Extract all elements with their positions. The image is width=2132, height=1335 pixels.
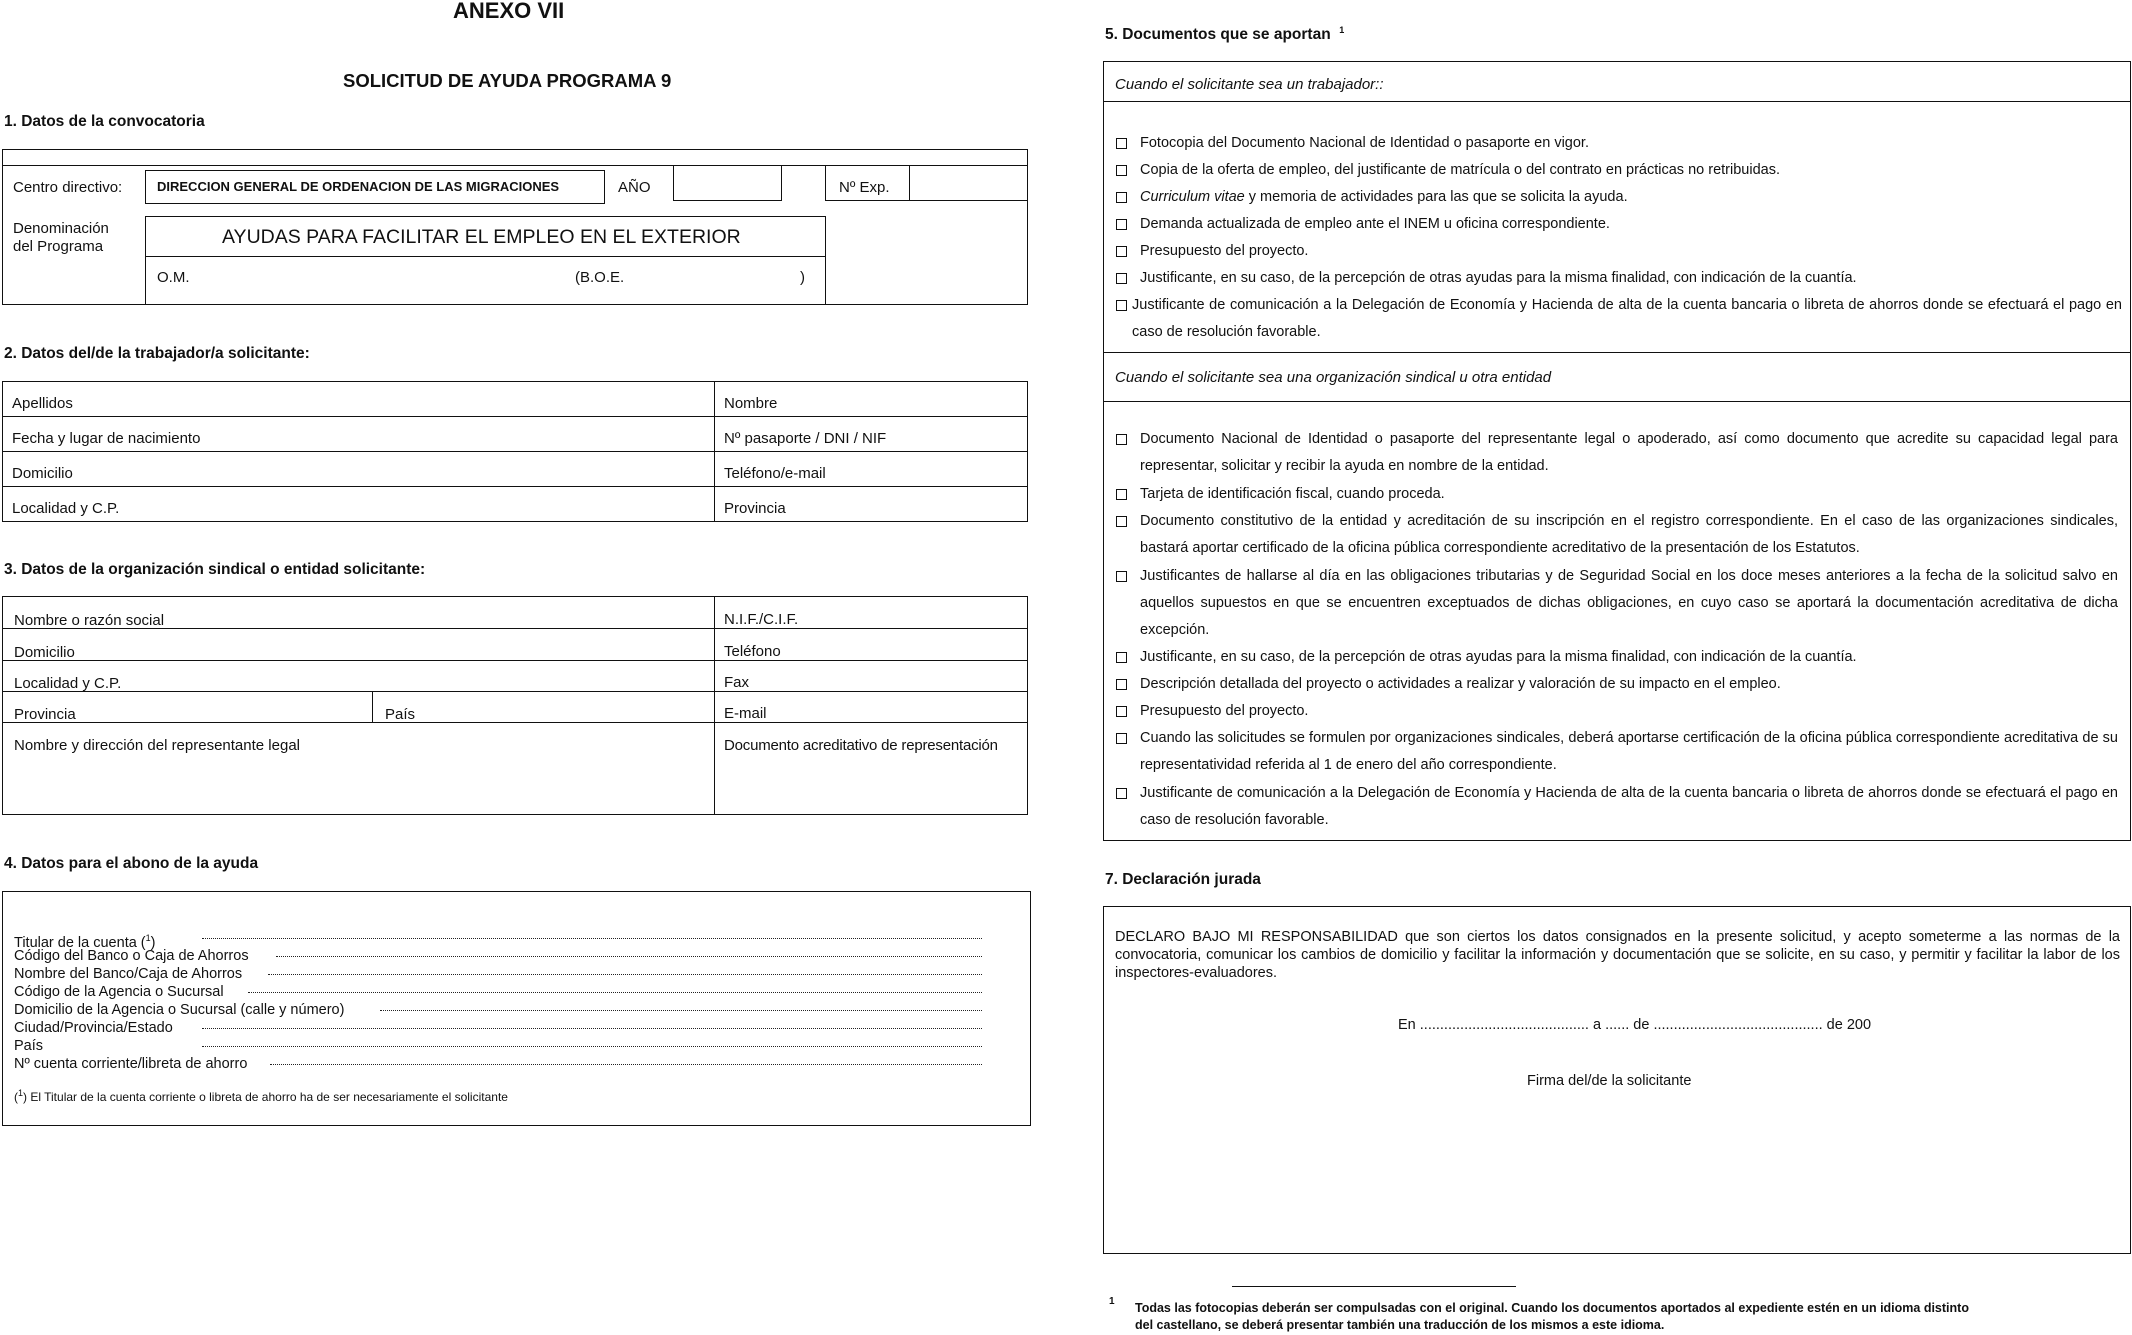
signature-label: Firma del/de la solicitante [1527, 1073, 1692, 1089]
pais-line[interactable] [202, 1034, 982, 1047]
programa-value: AYUDAS PARA FACILITAR EL EMPLEO EN EL EXTERIOR [222, 226, 741, 248]
checkbox-icon [1116, 516, 1127, 527]
checkbox-icon [1116, 138, 1127, 149]
exp-label: Nº Exp. [839, 179, 890, 196]
footnote-marker: 1 [1109, 1296, 1115, 1307]
section-2-title: 2. Datos del/de la trabajador/a solicitante: [4, 345, 310, 362]
section-4-title: 4. Datos para el abono de la ayuda [4, 855, 259, 872]
om-label: O.M. [157, 269, 190, 286]
codigo-banco-label[interactable]: Código del Banco o Caja de Ahorros [14, 948, 249, 964]
apellidos-label[interactable]: Apellidos [12, 395, 73, 412]
footnote-divider [1232, 1286, 1516, 1287]
ano-field[interactable] [673, 165, 782, 201]
ano-label: AÑO [618, 179, 651, 196]
footnote-text: Todas las fotocopias deberán ser compulsadas con el original. Cuando los documentos aportados al expediente estén en un idioma distinto del castellano, se deberá presentar también una traducción de los mismos a este idioma. [1135, 1301, 1969, 1332]
section-5-title: 5. Documentos que se aportan $^1$ [1105, 25, 1345, 44]
checkbox-icon [1116, 300, 1127, 311]
fecha-nacimiento-label[interactable]: Fecha y lugar de nacimiento [12, 430, 201, 447]
nombre-banco-label[interactable]: Nombre del Banco/Caja de Ahorros [14, 966, 243, 982]
place-date-line[interactable]: En .......................................... a ...... de .......................................... de 200 [1398, 1017, 1872, 1033]
checkbox-icon [1116, 165, 1127, 176]
telefono-email-label[interactable]: Teléfono/e-mail [724, 465, 826, 482]
checkbox-icon [1116, 489, 1127, 500]
codigo-banco-line[interactable] [276, 944, 982, 957]
section-7-title: 7. Declaración jurada [1105, 871, 1261, 888]
domicilio-agencia-line[interactable] [380, 998, 982, 1011]
checkbox-icon [1116, 273, 1127, 284]
org-localidad-label[interactable]: Localidad y C.P. [14, 675, 122, 692]
checkbox-icon [1116, 192, 1127, 203]
annex-title: ANEXO VII [453, 0, 565, 23]
signature-area[interactable] [1300, 1110, 1930, 1240]
checkbox-icon [1116, 679, 1127, 690]
org-email-label[interactable]: E-mail [724, 705, 767, 722]
domicilio-agencia-label[interactable]: Domicilio de la Agencia o Sucursal (calle y número) [14, 1002, 345, 1018]
org-provincia-label[interactable]: Provincia [14, 706, 76, 723]
checkbox-icon [1116, 219, 1127, 230]
section-3-title: 3. Datos de la organización sindical o entidad solicitante: [4, 561, 426, 578]
titular-cuenta-label[interactable]: Titular de la cuenta ($^1$) [14, 933, 156, 951]
checkbox-icon [1116, 788, 1127, 799]
checkbox-icon [1116, 434, 1127, 445]
localidad-label[interactable]: Localidad y C.P. [12, 500, 120, 517]
checkbox-icon [1116, 652, 1127, 663]
checkbox-icon [1116, 706, 1127, 717]
org-domicilio-label[interactable]: Domicilio [14, 644, 75, 661]
centro-directivo-value: DIRECCION GENERAL DE ORDENACION DE LAS MIGRACIONES [157, 179, 560, 194]
titular-footnote: ($^1$) El Titular de la cuenta corriente o libreta de ahorro ha de ser necesariamente el solicitante [14, 1088, 508, 1104]
domicilio-label[interactable]: Domicilio [12, 465, 73, 482]
org-fax-label[interactable]: Fax [724, 674, 750, 691]
cuenta-line[interactable] [270, 1052, 982, 1065]
org-telefono-label[interactable]: Teléfono [724, 643, 781, 660]
boe-label: (B.O.E. [575, 269, 625, 286]
documento-acreditativo-label[interactable]: Documento acreditativo de representación [724, 737, 998, 754]
pais-label[interactable]: País [14, 1038, 44, 1054]
denominacion-label: Denominación del Programa [13, 220, 109, 255]
section-1-title: 1. Datos de la convocatoria [4, 113, 205, 130]
nif-cif-label[interactable]: N.I.F./C.I.F. [724, 611, 799, 628]
checkbox-icon [1116, 571, 1127, 582]
checkbox-icon [1116, 246, 1127, 257]
razon-social-label[interactable]: Nombre o razón social [14, 612, 165, 629]
nombre-banco-line[interactable] [268, 962, 982, 975]
declaracion-text: DECLARO BAJO MI RESPONSABILIDAD que son ciertos los datos consignados en la presente solicitud, y acepto someterme a las normas de la convocatoria, comunicar los cambios de domicilio y facilitar la información y documentación que se solicite, en su caso, y permitir y facilitar la labor de los inspectores-evaluadores. [1115, 929, 2120, 981]
centro-directivo-label: Centro directivo: [13, 179, 123, 196]
form-title: SOLICITUD DE AYUDA PROGRAMA 9 [343, 70, 672, 91]
provincia-label[interactable]: Provincia [724, 500, 786, 517]
codigo-agencia-label[interactable]: Código de la Agencia o Sucursal [14, 984, 224, 1000]
ciudad-label[interactable]: Ciudad/Provincia/Estado [14, 1020, 173, 1036]
footnote-ref-1: 1 [145, 933, 151, 943]
cuenta-label[interactable]: Nº cuenta corriente/libreta de ahorro [14, 1056, 248, 1072]
codigo-agencia-line[interactable] [248, 980, 982, 993]
titular-cuenta-line[interactable] [202, 926, 982, 939]
pasaporte-label[interactable]: Nº pasaporte / DNI / NIF [724, 430, 887, 447]
checkbox-icon [1116, 733, 1127, 744]
case-trabajador-heading: Cuando el solicitante sea un trabajador:: [1115, 76, 1384, 93]
org-pais-label[interactable]: País [385, 706, 416, 723]
nombre-label[interactable]: Nombre [724, 395, 778, 412]
boe-close: ) [800, 269, 805, 286]
ciudad-line[interactable] [202, 1016, 982, 1029]
case-organizacion-heading: Cuando el solicitante sea una organización sindical u otra entidad [1115, 369, 1552, 386]
representante-label[interactable]: Nombre y dirección del representante legal [14, 737, 300, 754]
